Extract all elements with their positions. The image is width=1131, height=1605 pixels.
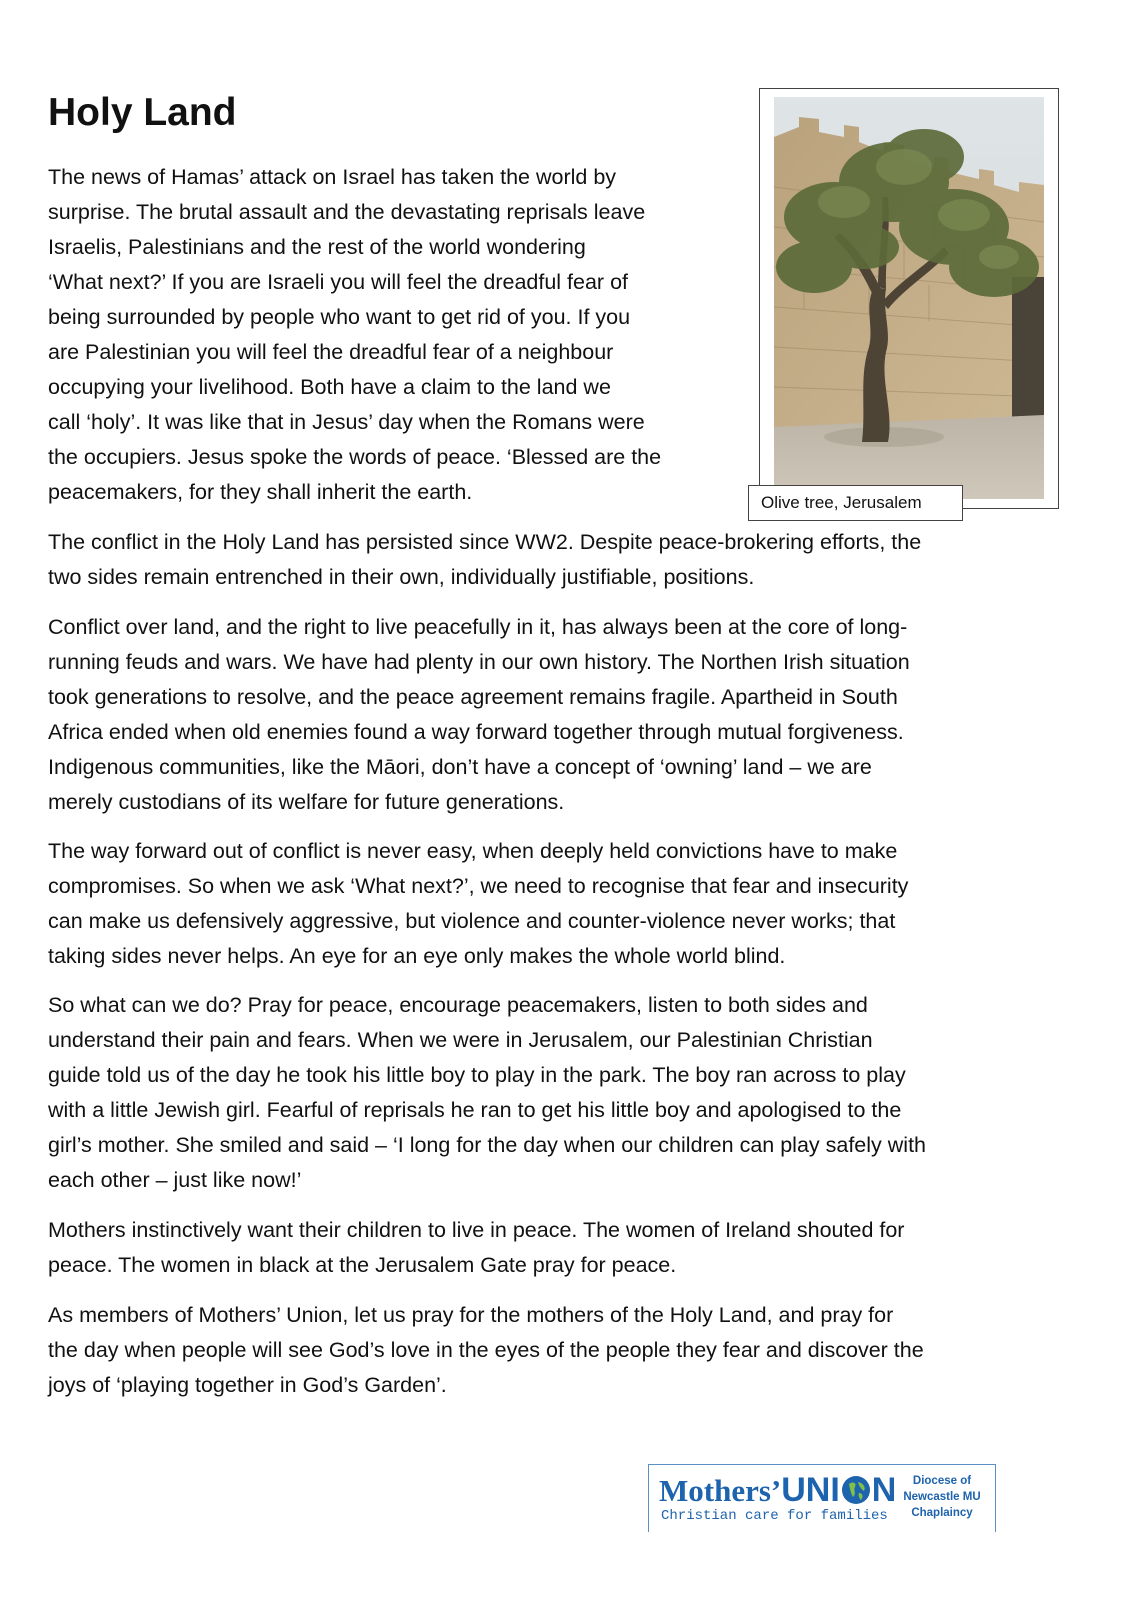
paragraph-line: taking sides never helps. An eye for an eye only makes the whole world blind. [48, 944, 786, 968]
paragraph-line: Israelis, Palestinians and the rest of the world wondering [48, 235, 586, 259]
paragraph-line: call ‘holy’. It was like that in Jesus’ day when the Romans were [48, 410, 645, 434]
paragraph-line: The news of Hamas’ attack on Israel has taken the world by [48, 165, 617, 189]
paragraph-line: merely custodians of its welfare for future generations. [48, 790, 565, 814]
paragraph [48, 1213, 904, 1283]
paragraph-line: So what can we do? Pray for peace, encourage peacemakers, listen to both sides and [48, 993, 868, 1017]
paragraph [48, 525, 921, 595]
paragraph [48, 610, 910, 820]
paragraph-line: occupying your livelihood. Both have a claim to the land we [48, 375, 611, 399]
paragraph-line: took generations to resolve, and the peace agreement remains fragile. Apartheid in South [48, 685, 898, 709]
paragraph-line: ‘What next?’ If you are Israeli you will feel the dreadful fear of [48, 270, 628, 294]
logo-wordmark: Mothers’UNI N [659, 1471, 897, 1509]
paragraph-line: Indigenous communities, like the Māori, don’t have a concept of ‘owning’ land – we are [48, 755, 872, 779]
paragraph [48, 160, 661, 510]
paragraph-line: running feuds and wars. We have had plenty in our own history. The Northen Irish situation [48, 650, 910, 674]
diocese-label: Diocese of Newcastle MU Chaplaincy [903, 1475, 981, 1519]
paragraph-line: being surrounded by people who want to get rid of you. If you [48, 305, 631, 329]
paragraph-line: the occupiers. Jesus spoke the words of peace. ‘Blessed are the [48, 445, 662, 469]
mothers-union-logo [648, 1464, 996, 1532]
paragraph-line: with a little Jewish girl. Fearful of reprisals he ran to get his little boy and apologised to the [48, 1098, 902, 1122]
photo-frame [759, 88, 1059, 509]
paragraph-line: peace. The women in black at the Jerusalem Gate pray for peace. [48, 1253, 677, 1277]
paragraph-line: guide told us of the day he took his little boy to play in the park. The boy ran across to play [48, 1063, 906, 1087]
page-title: Holy Land [48, 91, 237, 134]
paragraph-line: The way forward out of conflict is never easy, when deeply held convictions have to make [48, 839, 898, 863]
paragraph-line: As members of Mothers’ Union, let us pray for the mothers of the Holy Land, and pray for [48, 1303, 894, 1327]
paragraph-line: two sides remain entrenched in their own, individually justifiable, positions. [48, 565, 755, 589]
globe-icon [841, 1475, 871, 1505]
paragraph-line: are Palestinian you will feel the dreadful fear of a neighbour [48, 340, 614, 364]
paragraph-line: The conflict in the Holy Land has persisted since WW2. Despite peace-brokering efforts, the [48, 530, 922, 554]
paragraph [48, 1298, 924, 1403]
paragraph-line: understand their pain and fears. When we were in Jerusalem, our Palestinian Christian [48, 1028, 873, 1052]
paragraph-line: each other – just like now!’ [48, 1168, 302, 1192]
paragraph-line: girl’s mother. She smiled and said – ‘I long for the day when our children can play safely with [48, 1133, 926, 1157]
paragraph-line: Conflict over land, and the right to live peacefully in it, has always been at the core of long- [48, 615, 908, 639]
photo-caption: Olive tree, Jerusalem [748, 485, 963, 521]
paragraph-line: Mothers instinctively want their children to live in peace. The women of Ireland shouted for [48, 1218, 905, 1242]
olive-tree-photo [774, 97, 1044, 499]
logo-tagline: Christian care for families [661, 1508, 888, 1524]
paragraph-line: can make us defensively aggressive, but violence and counter-violence never works; that [48, 909, 896, 933]
paragraph-line: the day when people will see God’s love in the eyes of the people they fear and discover the [48, 1338, 924, 1362]
paragraph-line: peacemakers, for they shall inherit the earth. [48, 480, 473, 504]
paragraph-line: joys of ‘playing together in God’s Garden’. [48, 1373, 447, 1397]
paragraph-line: Africa ended when old enemies found a way forward together through mutual forgiveness. [48, 720, 904, 744]
paragraph-line: compromises. So when we ask ‘What next?’, we need to recognise that fear and insecurity [48, 874, 909, 898]
paragraph-line: surprise. The brutal assault and the devastating reprisals leave [48, 200, 646, 224]
paragraph [48, 988, 926, 1198]
paragraph [48, 834, 908, 974]
